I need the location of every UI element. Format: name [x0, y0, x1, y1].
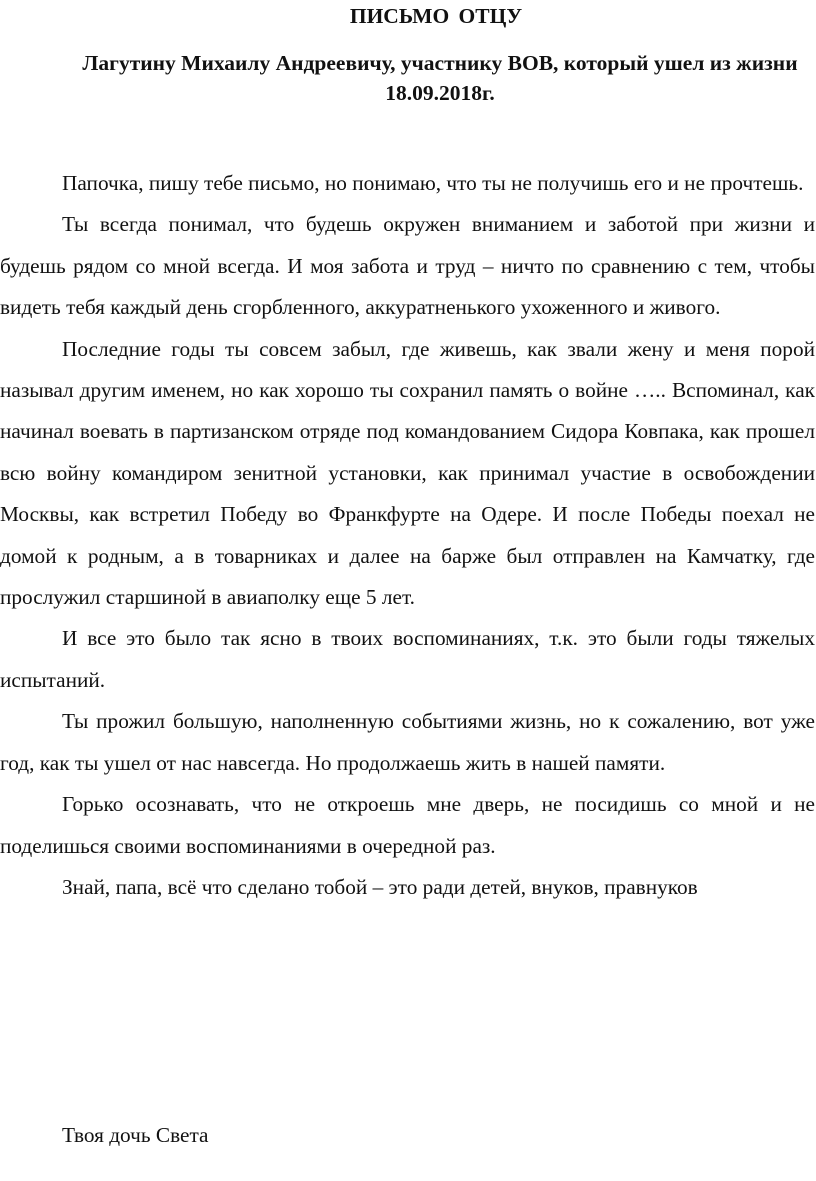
- paragraph-3: Последние годы ты совсем забыл, где живешь, как звали жену и меня порой называл другим именем, но как хорошо ты сохранил память о войне ….. Вспоминал, как начинал воевать в партизанском отряде под командованием Сидора Ковпака, как прошел всю войну командиром зенитной установки, как принимал участие в освобождении Москвы, как встретил Победу во Франкфурте на Одере. И после Победы поехал не домой к родным, а в товарниках и далее на барже был отправлен на Камчатку, где прослужил старшиной в авиаполку еще 5 лет.: [0, 336, 815, 610]
- letter-title: ПИСЬМО ОТЦУ: [349, 4, 523, 28]
- letter-dedication: Лагутину Михаилу Андреевичу, участнику ВОВ, который ушел из жизни 18.09.2018г.: [82, 51, 798, 105]
- letter-signature: Твоя дочь Света: [62, 1123, 209, 1147]
- letter-body: [0, 163, 815, 908]
- paragraph-4: И все это было так ясно в твоих воспоминаниях, т.к. это были годы тяжелых испытаний.: [0, 626, 815, 692]
- paragraph-2: Ты всегда понимал, что будешь окружен вниманием и заботой при жизни и будешь рядом со мной всегда. И моя забота и труд – ничто по сравнению с тем, чтобы видеть тебя каждый день сгорбленного, аккуратненького ухоженного и живого.: [0, 212, 815, 320]
- paragraph-1: Папочка, пишу тебе письмо, но понимаю, что ты не получишь его и не прочтешь.: [62, 171, 804, 195]
- paragraph-6: Горько осознавать, что не откроешь мне дверь, не посидишь со мной и не поделишься своими воспоминаниями в очередной раз.: [0, 792, 815, 858]
- paragraph-5: Ты прожил большую, наполненную событиями жизнь, но к сожалению, вот уже год, как ты ушел от нас навсегда. Но продолжаешь жить в нашей памяти.: [0, 709, 815, 775]
- paragraph-7: Знай, папа, всё что сделано тобой – это ради детей, внуков, правнуков: [62, 874, 698, 899]
